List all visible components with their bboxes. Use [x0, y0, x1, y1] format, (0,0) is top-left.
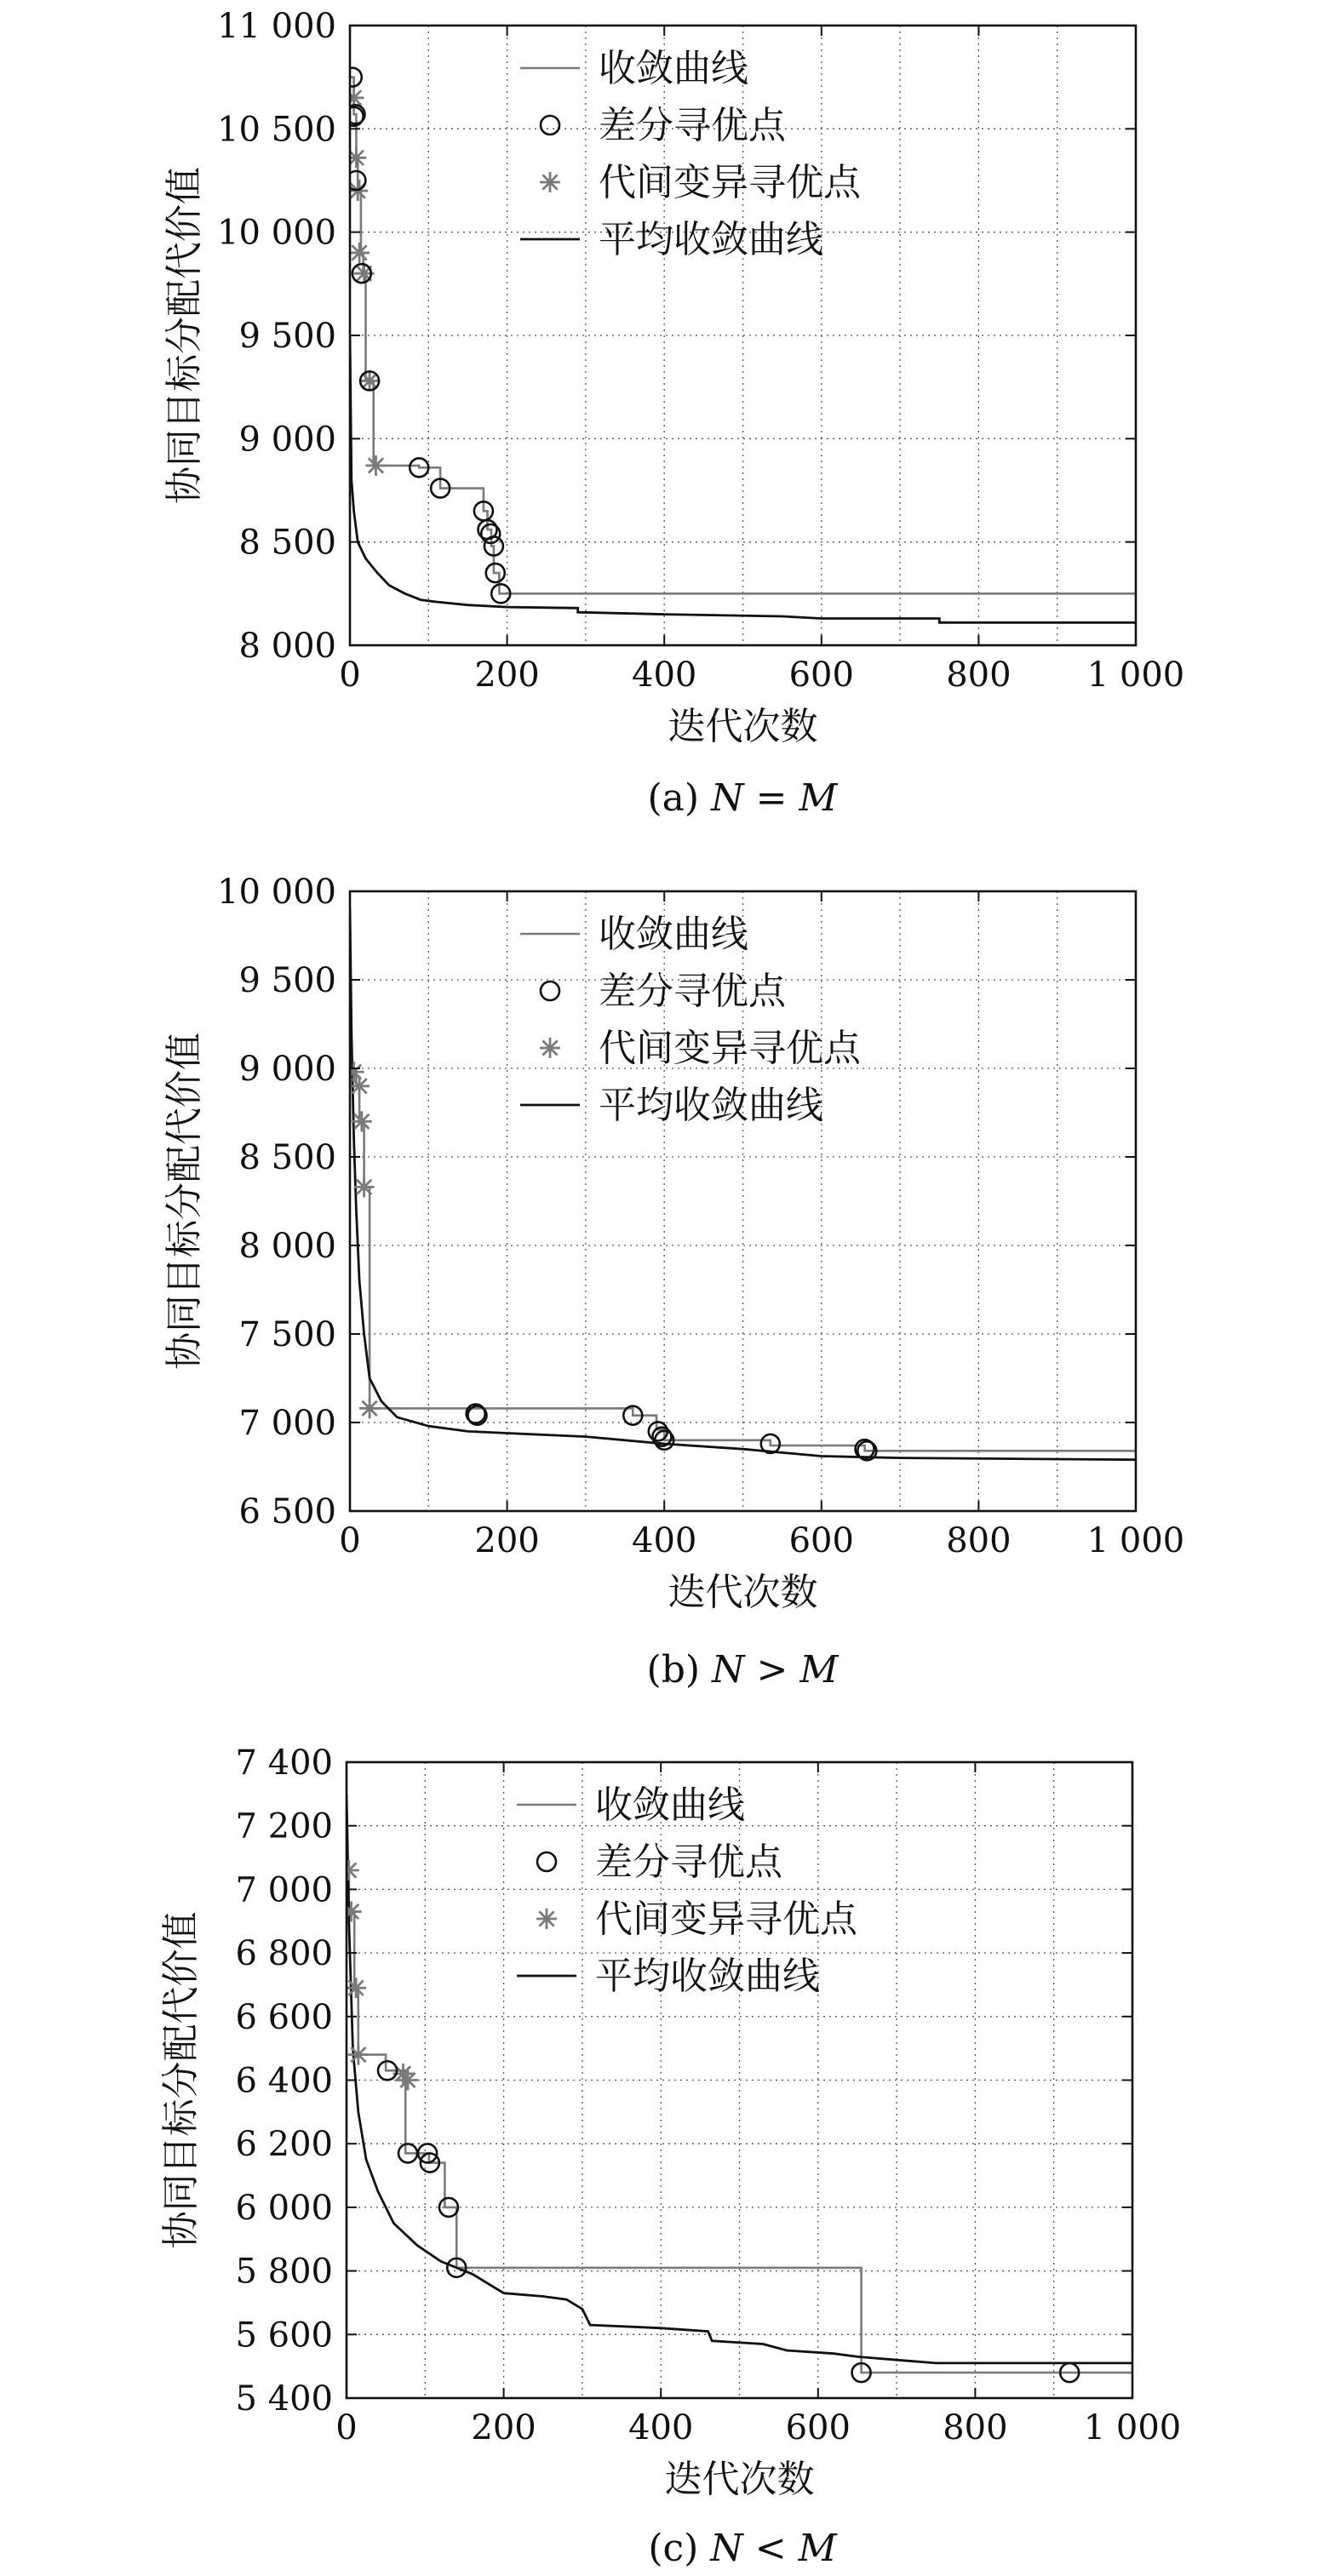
x-tick-label: 0: [339, 655, 361, 695]
legend-label: 平均收敛曲线: [599, 1084, 823, 1127]
y-tick-label: 8 000: [238, 1227, 336, 1266]
x-tick-label: 200: [474, 1521, 540, 1560]
mutation-optimum-point: [346, 1978, 366, 1998]
x-tick-label: 600: [785, 2408, 851, 2447]
legend-label: 代间变异寻优点: [599, 1027, 861, 1070]
y-tick-label: 7 000: [235, 1870, 333, 1910]
legend-symbol: [540, 172, 560, 192]
legend-label: 差分寻优点: [595, 1840, 782, 1884]
y-tick-label: 7 500: [238, 1315, 336, 1354]
chart-panel-c: [159, 1743, 1181, 2501]
x-tick-label: 1 000: [1083, 2408, 1182, 2447]
y-tick-label: 10 000: [217, 873, 336, 912]
plot-area: [343, 68, 1136, 623]
x-tick-label: 800: [946, 655, 1011, 695]
x-tick-label: 800: [943, 2408, 1008, 2447]
legend-label: 平均收敛曲线: [595, 1955, 820, 1998]
legend-label: 代间变异寻优点: [599, 161, 861, 204]
y-tick-label: 8 500: [238, 1138, 336, 1177]
mutation-optimum-point: [354, 1176, 375, 1197]
y-tick-label: 6 800: [235, 1934, 333, 1974]
y-tick-label: 7 200: [235, 1806, 333, 1846]
x-tick-label: 400: [632, 1521, 697, 1560]
y-tick-label: 6 400: [235, 2061, 333, 2101]
y-tick-label: 9 000: [238, 1050, 336, 1089]
x-tick-label: 600: [788, 655, 854, 695]
x-axis-label: 迭代次数: [668, 705, 818, 748]
mutation-optimum-point: [349, 1076, 370, 1096]
x-tick-label: 1 000: [1086, 1521, 1185, 1560]
mutation-optimum-point: [349, 243, 370, 263]
x-tick-label: 0: [339, 1521, 361, 1560]
legend-label: 代间变异寻优点: [595, 1898, 857, 1941]
mutation-optimum-point: [339, 1860, 359, 1880]
x-axis-label: 迭代次数: [668, 1571, 818, 1614]
y-tick-label: 6 500: [238, 1492, 336, 1531]
legend-symbol: [540, 1038, 560, 1058]
legend-symbol: [537, 1852, 556, 1871]
x-tick-label: 1 000: [1086, 655, 1185, 695]
legend-label: 收敛曲线: [599, 47, 748, 90]
mutation-optimum-point: [352, 1111, 372, 1131]
caption-b: (b) N > M: [646, 1648, 839, 1692]
y-axis-label: 协同目标分配代价值: [163, 167, 206, 504]
y-axis-label: 协同目标分配代价值: [163, 1033, 206, 1370]
legend-marker-asterisk: [540, 172, 560, 192]
legend-label: 收敛曲线: [599, 913, 748, 956]
y-tick-label: 9 500: [238, 961, 336, 1000]
y-tick-label: 7 000: [238, 1404, 336, 1443]
y-tick-label: 8 000: [238, 627, 336, 666]
caption-a: (a) N = M: [647, 776, 838, 820]
legend-label: 平均收敛曲线: [599, 218, 823, 261]
mutation-optimum-point: [348, 2045, 369, 2065]
chart-panel-a: [163, 7, 1184, 748]
y-axis-label: 协同目标分配代价值: [159, 1911, 203, 2249]
caption-c: (c) N < M: [648, 2527, 837, 2570]
y-tick-label: 6 600: [235, 1997, 333, 2037]
legend-marker-asterisk: [536, 1909, 557, 1929]
mutation-optimum-point: [341, 1902, 362, 1922]
x-tick-label: 200: [474, 655, 540, 695]
y-tick-label: 6 000: [235, 2188, 333, 2228]
y-tick-label: 6 200: [235, 2125, 333, 2165]
y-tick-label: 9 500: [238, 317, 336, 356]
legend-label: 收敛曲线: [595, 1783, 745, 1827]
convergence-curve-line: [347, 1870, 1132, 2373]
x-tick-label: 200: [471, 2408, 536, 2447]
legend-label: 差分寻优点: [599, 104, 786, 147]
x-tick-label: 400: [628, 2408, 694, 2447]
mutation-optimum-point: [359, 1398, 380, 1418]
x-tick-label: 600: [788, 1521, 854, 1560]
legend-symbol: [541, 982, 559, 1000]
y-tick-label: 5 800: [235, 2252, 333, 2292]
legend-symbol: [536, 1909, 557, 1929]
legend-marker-circle: [541, 982, 559, 1000]
x-tick-label: 0: [335, 2408, 358, 2447]
legend-label: 差分寻优点: [599, 970, 786, 1013]
legend-symbol: [541, 116, 559, 135]
y-tick-label: 10 000: [217, 213, 336, 253]
y-tick-label: 5 400: [235, 2379, 333, 2419]
legend-marker-circle: [541, 116, 559, 135]
mutation-optimum-point: [398, 2070, 418, 2091]
y-tick-label: 9 000: [238, 420, 336, 460]
y-tick-label: 5 600: [235, 2316, 333, 2356]
legend-marker-asterisk: [540, 1038, 560, 1058]
y-tick-label: 8 500: [238, 523, 336, 563]
x-tick-label: 400: [632, 655, 697, 695]
chart-panel-b: [163, 873, 1184, 1614]
y-tick-label: 10 500: [217, 110, 336, 150]
mutation-optimum-point: [365, 455, 386, 476]
x-axis-label: 迭代次数: [664, 2458, 815, 2501]
y-tick-label: 7 400: [235, 1743, 333, 1783]
y-tick-label: 11 000: [217, 7, 336, 46]
legend-marker-circle: [537, 1852, 556, 1871]
x-tick-label: 800: [946, 1521, 1011, 1560]
